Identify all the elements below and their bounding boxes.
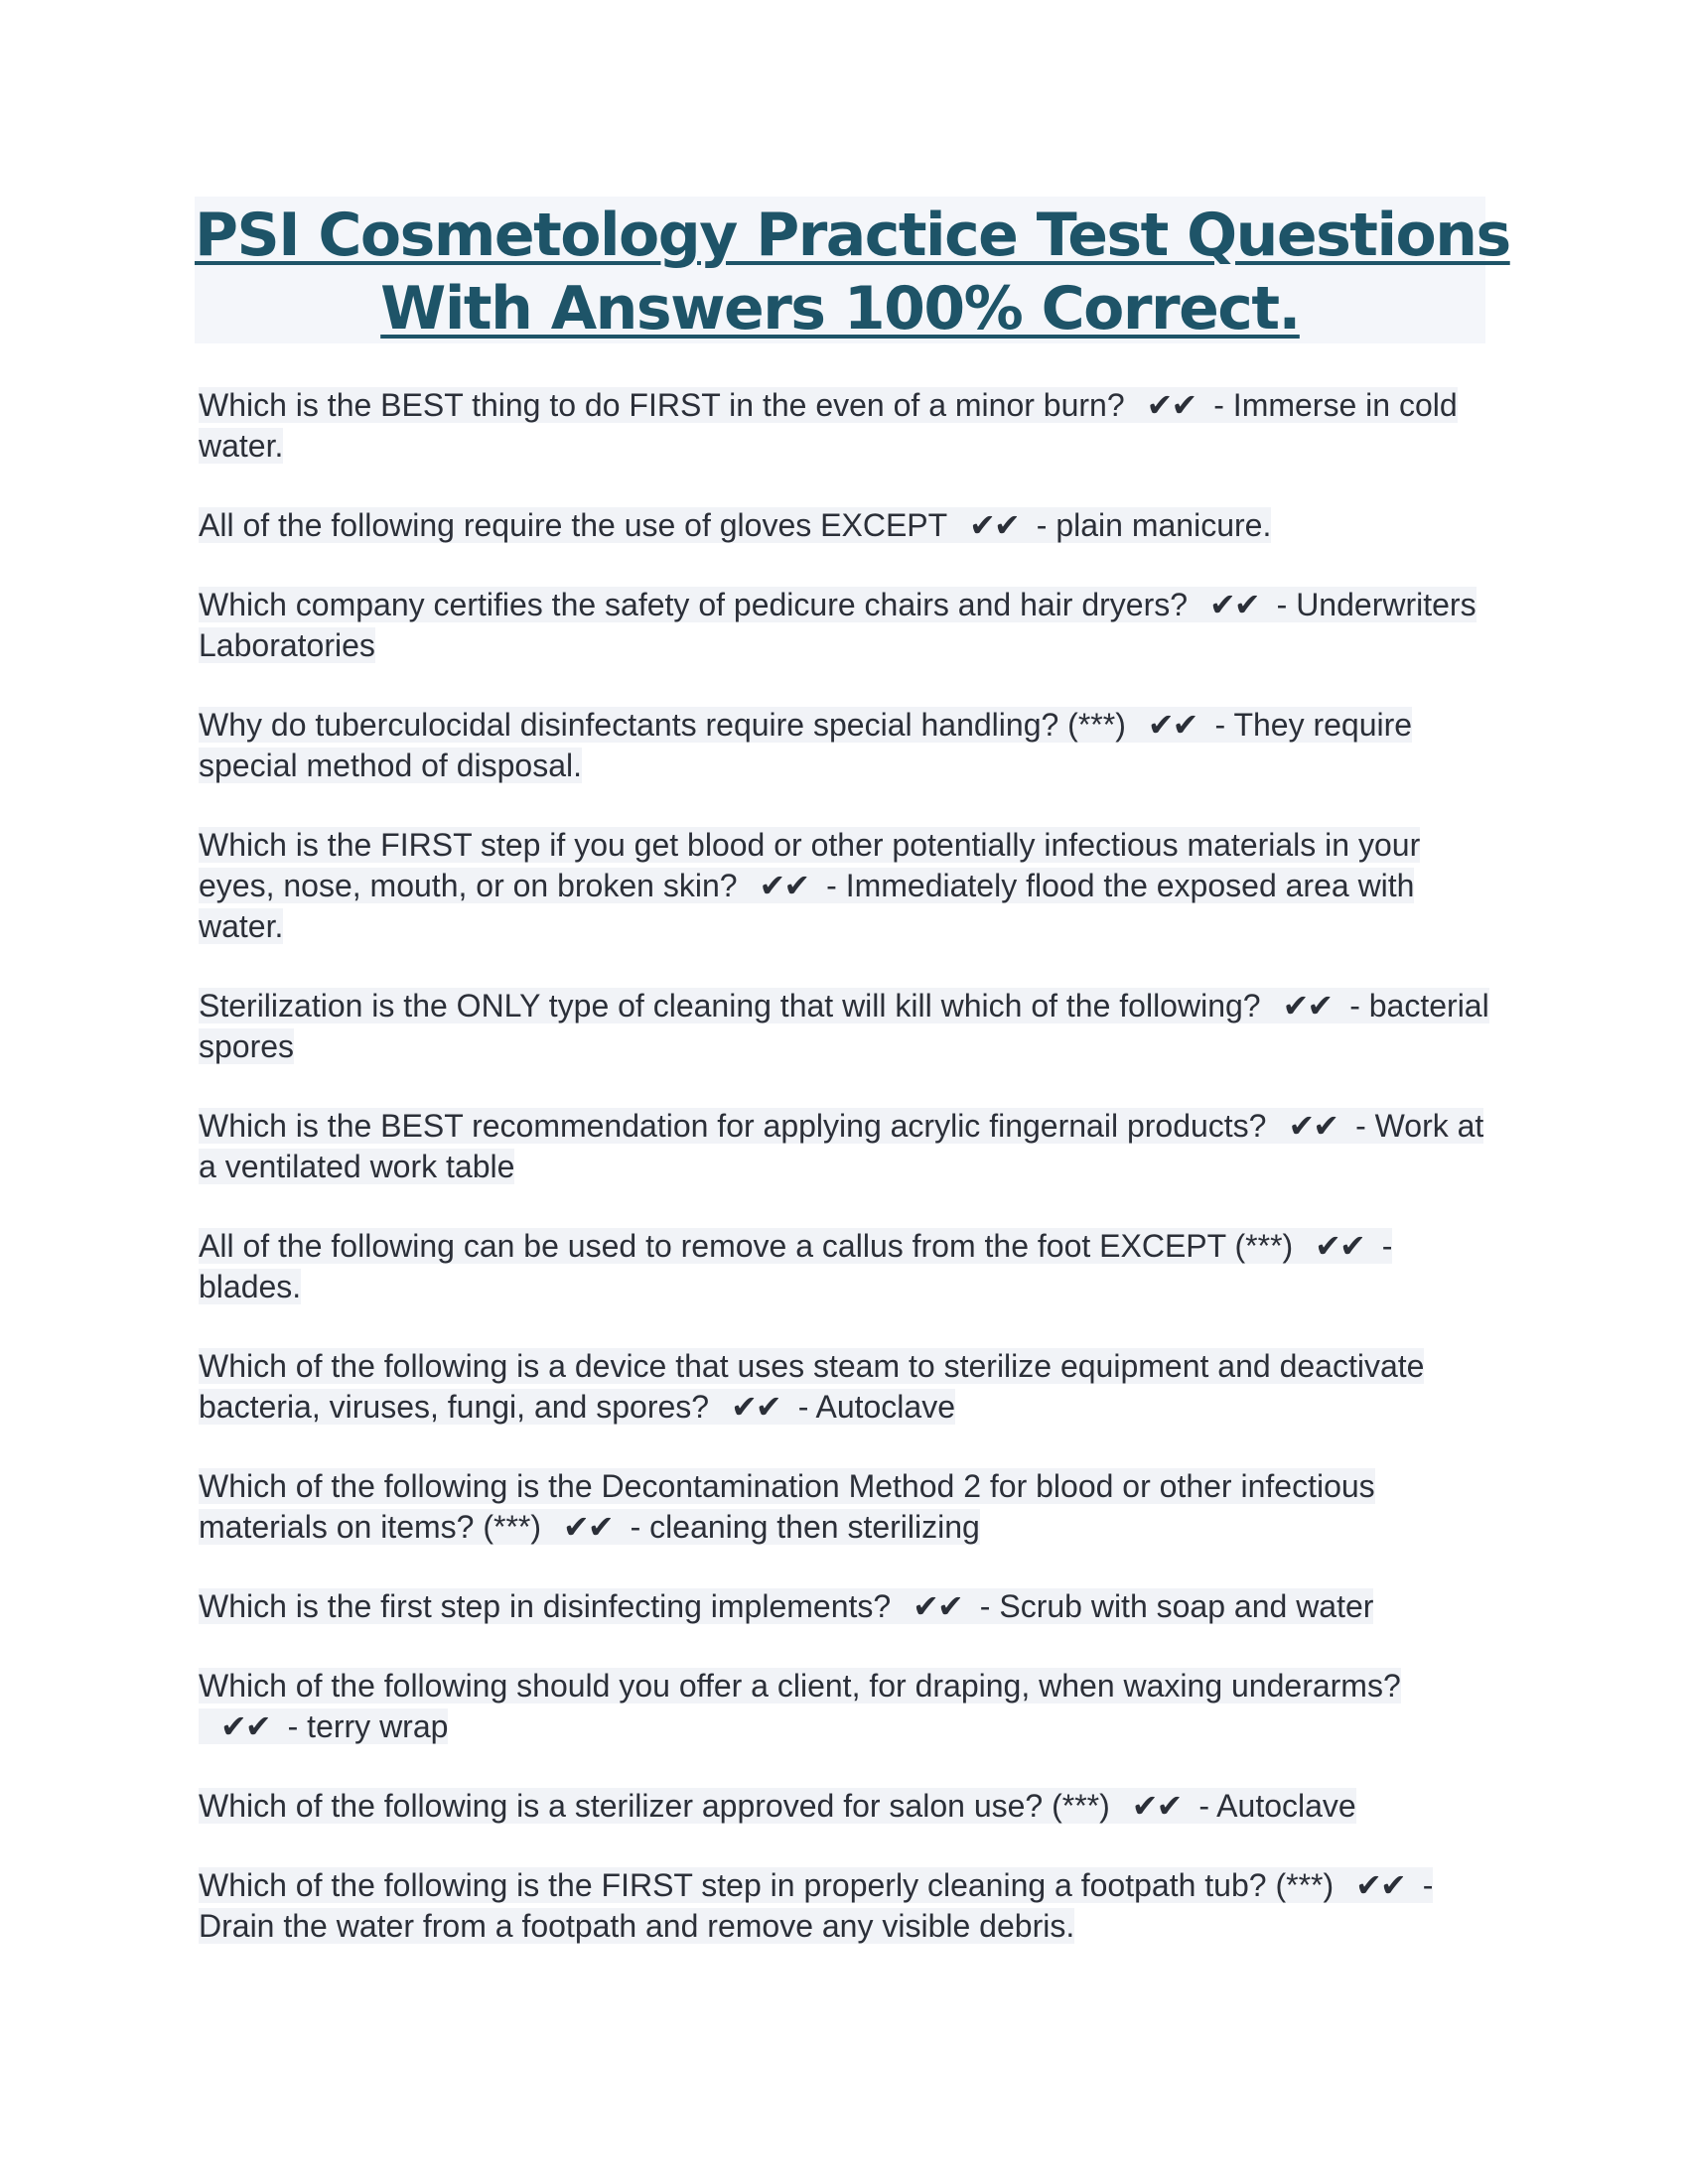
answer-text: - plain manicure. — [1036, 507, 1272, 543]
answer-text: - Underwriters Laboratories — [199, 587, 1477, 663]
double-check-icon: ✔✔ — [759, 868, 809, 903]
answer-text: - Autoclave — [1198, 1788, 1356, 1824]
double-check-icon: ✔✔ — [1288, 1108, 1338, 1144]
question-text: Which is the BEST thing to do FIRST in the even of a minor burn? — [199, 387, 1125, 423]
double-check-icon: ✔✔ — [1146, 387, 1196, 423]
answer-text: - They require special method of disposal. — [199, 707, 1413, 783]
double-check-icon: ✔✔ — [1131, 1788, 1182, 1824]
question-text: Which of the following is a sterilizer approved for salon use? (***) — [199, 1788, 1110, 1824]
qa-item — [199, 1786, 1489, 1827]
double-check-icon: ✔✔ — [969, 507, 1019, 543]
answer-text: - Immerse in cold water. — [199, 387, 1458, 464]
double-check-icon: ✔✔ — [563, 1509, 613, 1545]
double-check-icon: ✔✔ — [220, 1708, 270, 1744]
question-text: Why do tuberculocidal disinfectants require special handling? (***) — [199, 707, 1126, 743]
title-line-1: PSI Cosmetology Practice Test Questions — [195, 201, 1510, 270]
qa-item — [199, 585, 1489, 666]
double-check-icon: ✔✔ — [1315, 1228, 1364, 1264]
question-text: Which of the following is the FIRST step in properly cleaning a footpath tub? (***) — [199, 1867, 1335, 1903]
qa-item — [199, 825, 1489, 947]
answer-text: - Immediately flood the exposed area with water. — [199, 868, 1415, 944]
double-check-icon: ✔✔ — [731, 1389, 780, 1425]
double-check-icon: ✔✔ — [913, 1588, 962, 1624]
qa-item — [199, 986, 1489, 1067]
answer-text: - Scrub with soap and water — [979, 1588, 1374, 1624]
answer-text: - Autoclave — [797, 1389, 955, 1425]
question-text: All of the following require the use of gloves EXCEPT — [199, 507, 948, 543]
question-text: Which is the FIRST step if you get blood or other potentially infectious materials in your eyes, nose, mouth, or on broken skin? — [199, 827, 1421, 903]
qa-item — [199, 1346, 1489, 1428]
double-check-icon: ✔✔ — [1355, 1867, 1405, 1903]
answer-text: - cleaning then sterilizing — [630, 1509, 980, 1545]
question-text: Which of the following should you offer a client, for draping, when waxing underarms? — [199, 1668, 1401, 1704]
qa-item — [199, 1466, 1489, 1548]
qa-item — [199, 385, 1489, 467]
answer-text: - bacterial spores — [199, 988, 1489, 1064]
qa-item — [199, 1226, 1489, 1307]
qa-list — [199, 385, 1489, 1985]
double-check-icon: ✔✔ — [1209, 587, 1259, 622]
qa-item — [199, 1586, 1489, 1627]
answer-text: - terry wrap — [287, 1708, 449, 1744]
question-text: Which is the BEST recommendation for applying acrylic fingernail products? — [199, 1108, 1267, 1144]
qa-item — [199, 505, 1489, 546]
answer-text: - Drain the water from a footpath and remove any visible debris. — [199, 1867, 1434, 1944]
question-text: Which of the following is a device that uses steam to sterilize equipment and deactivate bacteria, viruses, fungi, and spores? — [199, 1348, 1425, 1425]
qa-item — [199, 1865, 1489, 1947]
qa-item — [199, 1106, 1489, 1187]
question-text: Which of the following is the Decontamination Method 2 for blood or other infectious materials on items? (***) — [199, 1468, 1375, 1545]
document-title — [195, 197, 1510, 343]
qa-item — [199, 1666, 1489, 1747]
answer-text: - blades. — [199, 1228, 1393, 1304]
answer-text: - Work at a ventilated work table — [199, 1108, 1484, 1184]
question-text: Which is the first step in disinfecting implements? — [199, 1588, 892, 1624]
double-check-icon: ✔✔ — [1282, 988, 1333, 1024]
question-text: Which company certifies the safety of pedicure chairs and hair dryers? — [199, 587, 1189, 622]
title-line-2: With Answers 100% Correct. — [380, 274, 1300, 343]
question-text: Sterilization is the ONLY type of cleaning that will kill which of the following? — [199, 988, 1261, 1024]
qa-item — [199, 705, 1489, 786]
double-check-icon: ✔✔ — [1147, 707, 1197, 743]
question-text: All of the following can be used to remove a callus from the foot EXCEPT (***) — [199, 1228, 1294, 1264]
